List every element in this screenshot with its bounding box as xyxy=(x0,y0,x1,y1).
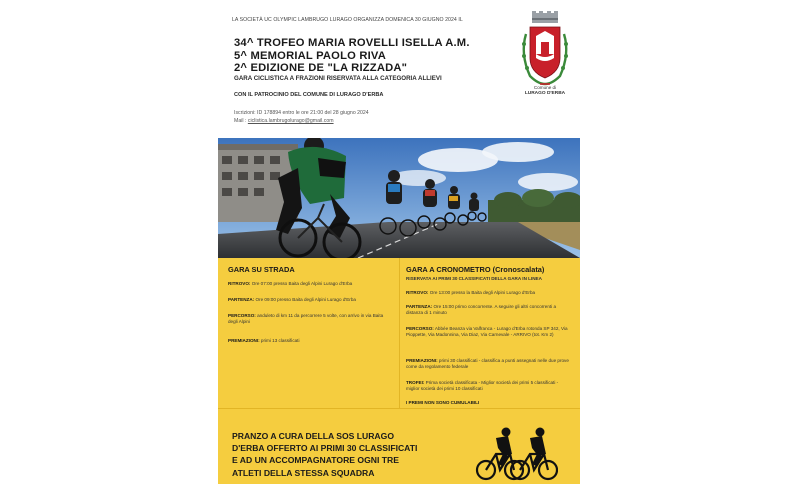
tt-note: I PREMI NON SONO CUMULABILI xyxy=(406,400,480,405)
mail-link[interactable]: ciclistica.lambrugolurago@gmail.com xyxy=(247,118,334,124)
tt-partenza-label: PARTENZA: xyxy=(406,304,433,309)
road-ritrovo-text: Ore 07:00 presso Baita degli Alpini Lurago d'Erba xyxy=(250,281,353,286)
road-partenza xyxy=(228,297,393,303)
lunch-line-4: ATLETI DELLA STESSA SQUADRA xyxy=(232,467,375,478)
road-race-heading: GARA SU STRADA xyxy=(228,265,295,274)
road-premiazioni-label: PREMIAZIONI: xyxy=(228,338,260,343)
tt-premiazioni-label: PREMIAZIONI: xyxy=(406,358,438,363)
time-trial-subheading: RISERVATA AI PRIMI 30 CLASSIFICATI DELLA GARA IN LINEA xyxy=(406,276,542,281)
road-partenza-text: Ore 09:00 presso Baita degli Alpini Lurago d'Erba xyxy=(254,297,356,302)
title-memorial: 5^ MEMORIAL PAOLO RIVA xyxy=(234,50,387,62)
road-ritrovo-label: RITROVO: xyxy=(228,281,251,286)
road-ritrovo xyxy=(228,281,393,287)
tt-ritrovo-label: RITROVO: xyxy=(406,290,429,295)
road-premiazioni-text: primi 13 classificati xyxy=(259,338,300,343)
lunch-announcement xyxy=(232,430,482,479)
lunch-line-2: D'ERBA OFFERTO AI PRIMI 30 CLASSIFICATI xyxy=(232,443,418,454)
intro-text: LA SOCIETÀ UC OLYMPIC LAMBRUGO LURAGO ORGANIZZA DOMENICA 30 GIUGNO 2024 IL xyxy=(232,17,463,23)
tt-trofei-label: TROFEI: xyxy=(406,380,425,385)
column-divider xyxy=(399,258,400,408)
road-percorso xyxy=(228,313,393,326)
mail-line xyxy=(234,118,334,124)
title-rizzada: 2^ EDIZIONE DE "LA RIZZADA" xyxy=(234,62,408,74)
registration-text: Iscrizioni: ID 178894 entro le ore 21:00 del 28 giugno 2024 xyxy=(234,110,369,116)
road-partenza-label: PARTENZA: xyxy=(228,297,255,302)
crest-caption-comune: Comune di xyxy=(533,85,557,90)
tt-percorso xyxy=(406,326,572,339)
tt-percorso-text: Abbée Beanza via Valfranca - Lurago d'Erba rotonda SP 342, Via Pioppette, Via Madonnina, Via Diaz, Via Carnevale - ARRIVO (tot. Km 2) xyxy=(406,326,568,338)
tt-premiazioni xyxy=(406,358,572,371)
section-divider xyxy=(218,408,580,409)
road-premiazioni xyxy=(228,338,393,344)
cyclists-silhouette-icon xyxy=(474,424,558,482)
mail-label: Mail : xyxy=(234,118,248,124)
tt-premiazioni-text: primi 30 classificati - classifica a punti assegnati nelle due prove come da regolamento federale xyxy=(406,358,569,370)
cycling-race-photo xyxy=(218,138,580,258)
road-percorso-label: PERCORSO: xyxy=(228,313,256,318)
race-subtitle: GARA CICLISTICA A FRAZIONI RISERVATA ALLA CATEGORIA ALLIEVI xyxy=(234,75,442,82)
title-trofeo: 34^ TROFEO MARIA ROVELLI ISELLA A.M. xyxy=(234,37,470,49)
tt-ritrovo-text: Ore 13:00 presso la Baita degli Alpini Lurago d'Erba xyxy=(428,290,536,295)
tt-ritrovo xyxy=(406,290,572,296)
tt-trofei xyxy=(406,380,572,393)
event-poster xyxy=(218,0,580,484)
patronage-text: CON IL PATROCINIO DEL COMUNE DI LURAGO D'ERBA xyxy=(234,92,384,98)
time-trial-heading: GARA A CRONOMETRO (Cronoscalata) xyxy=(406,265,545,274)
tt-percorso-label: PERCORSO: xyxy=(406,326,434,331)
tt-trofei-text: Prima società classificata - Miglior società dei primi 5 classificati - miglior società dei primi 10 classificati xyxy=(406,380,559,392)
lunch-line-1: PRANZO A CURA DELLA SOS LURAGO xyxy=(232,431,395,441)
lunch-line-3: E AD UN ACCOMPAGNATORE OGNI TRE xyxy=(232,455,399,466)
tt-partenza-text: Ore 15:00 primo concorrente. A seguire gli altri concorrenti a distanza di 1 minuto xyxy=(406,304,557,316)
crest-caption-lurago: LURAGO D'ERBA xyxy=(524,91,566,96)
road-percorso-text: anduleto di km 11 da percorrere 5 volte, con arrivo in via Baita degli Alpini xyxy=(228,313,384,325)
tt-partenza xyxy=(406,304,572,317)
